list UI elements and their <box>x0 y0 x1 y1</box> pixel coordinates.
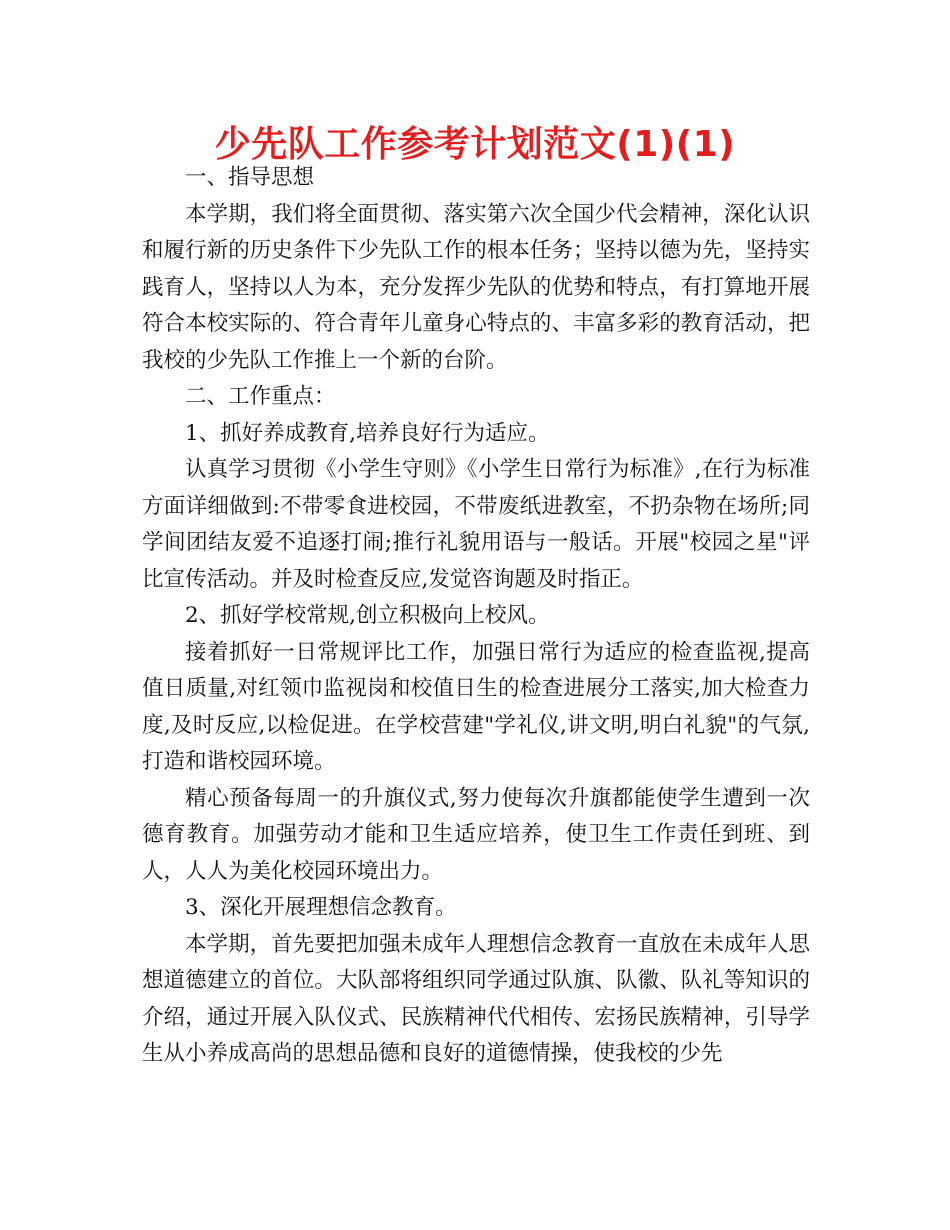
paragraph-item-2a: 接着抓好一日常规评比工作，加强日常行为适应的检查监视,提高值日质量,对红领巾监视岗和校值日生的检查进展分工落实,加大检查力度,及时反应,以检促进。在学校营建"学礼仪,讲文明,明白礼貌"的气氛,打造和谐校园环境。 <box>142 639 810 774</box>
section-heading-work-focus: 二、工作重点： <box>185 384 336 409</box>
section-heading-guiding-ideology: 一、指导思想 <box>185 165 315 190</box>
item-heading-3: 3、深化开展理想信念教育。 <box>185 895 457 920</box>
item-heading-1: 1、抓好养成教育,培养良好行为适应。 <box>185 420 550 446</box>
paragraph-item-2b: 精心预备每周一的升旗仪式,努力使每次升旗都能使学生遭到一次德育教育。加强劳动才能和卫生适应培养，使卫生工作责任到班、到人，人人为美化校园环境出力。 <box>142 785 810 884</box>
paragraph-guiding-ideology: 本学期，我们将全面贯彻、落实第六次全国少代会精神，深化认识和履行新的历史条件下少先队工作的根本任务；坚持以德为先，坚持实践育人，坚持以人为本，充分发挥少先队的优势和特点，有打算地开展符合本校实际的、符合青年儿童身心特点的、丰富多彩的教育活动，把我校的少先队工作推上一个新的台阶。 <box>142 201 810 373</box>
document-title: 少先队工作参考计划范文(1)(1) <box>214 124 736 165</box>
document-body <box>142 160 810 1073</box>
item-heading-2: 2、抓好学校常规,创立积极向上校风。 <box>185 603 550 628</box>
paragraph-item-1: 认真学习贯彻《小学生守则》《小学生日常行为标准》,在行为标准方面详细做到:不带零食进校园，不带废纸进教室，不扔杂物在场所;同学间团结友爱不追逐打闹;推行礼貌用语与一般话。开展"校园之星"评比宣传活动。并及时检查反应,发觉咨询题及时指正。 <box>142 457 810 592</box>
paragraph-item-3: 本学期，首先要把加强未成年人理想信念教育一直放在未成年人思想道德建立的首位。大队部将组织同学通过队旗、队徽、队礼等知识的介绍，通过开展入队仪式、民族精神代代相传、宏扬民族精神，引导学生从小养成高尚的思想品德和良好的道德情操，使我校的少先 <box>142 931 810 1066</box>
